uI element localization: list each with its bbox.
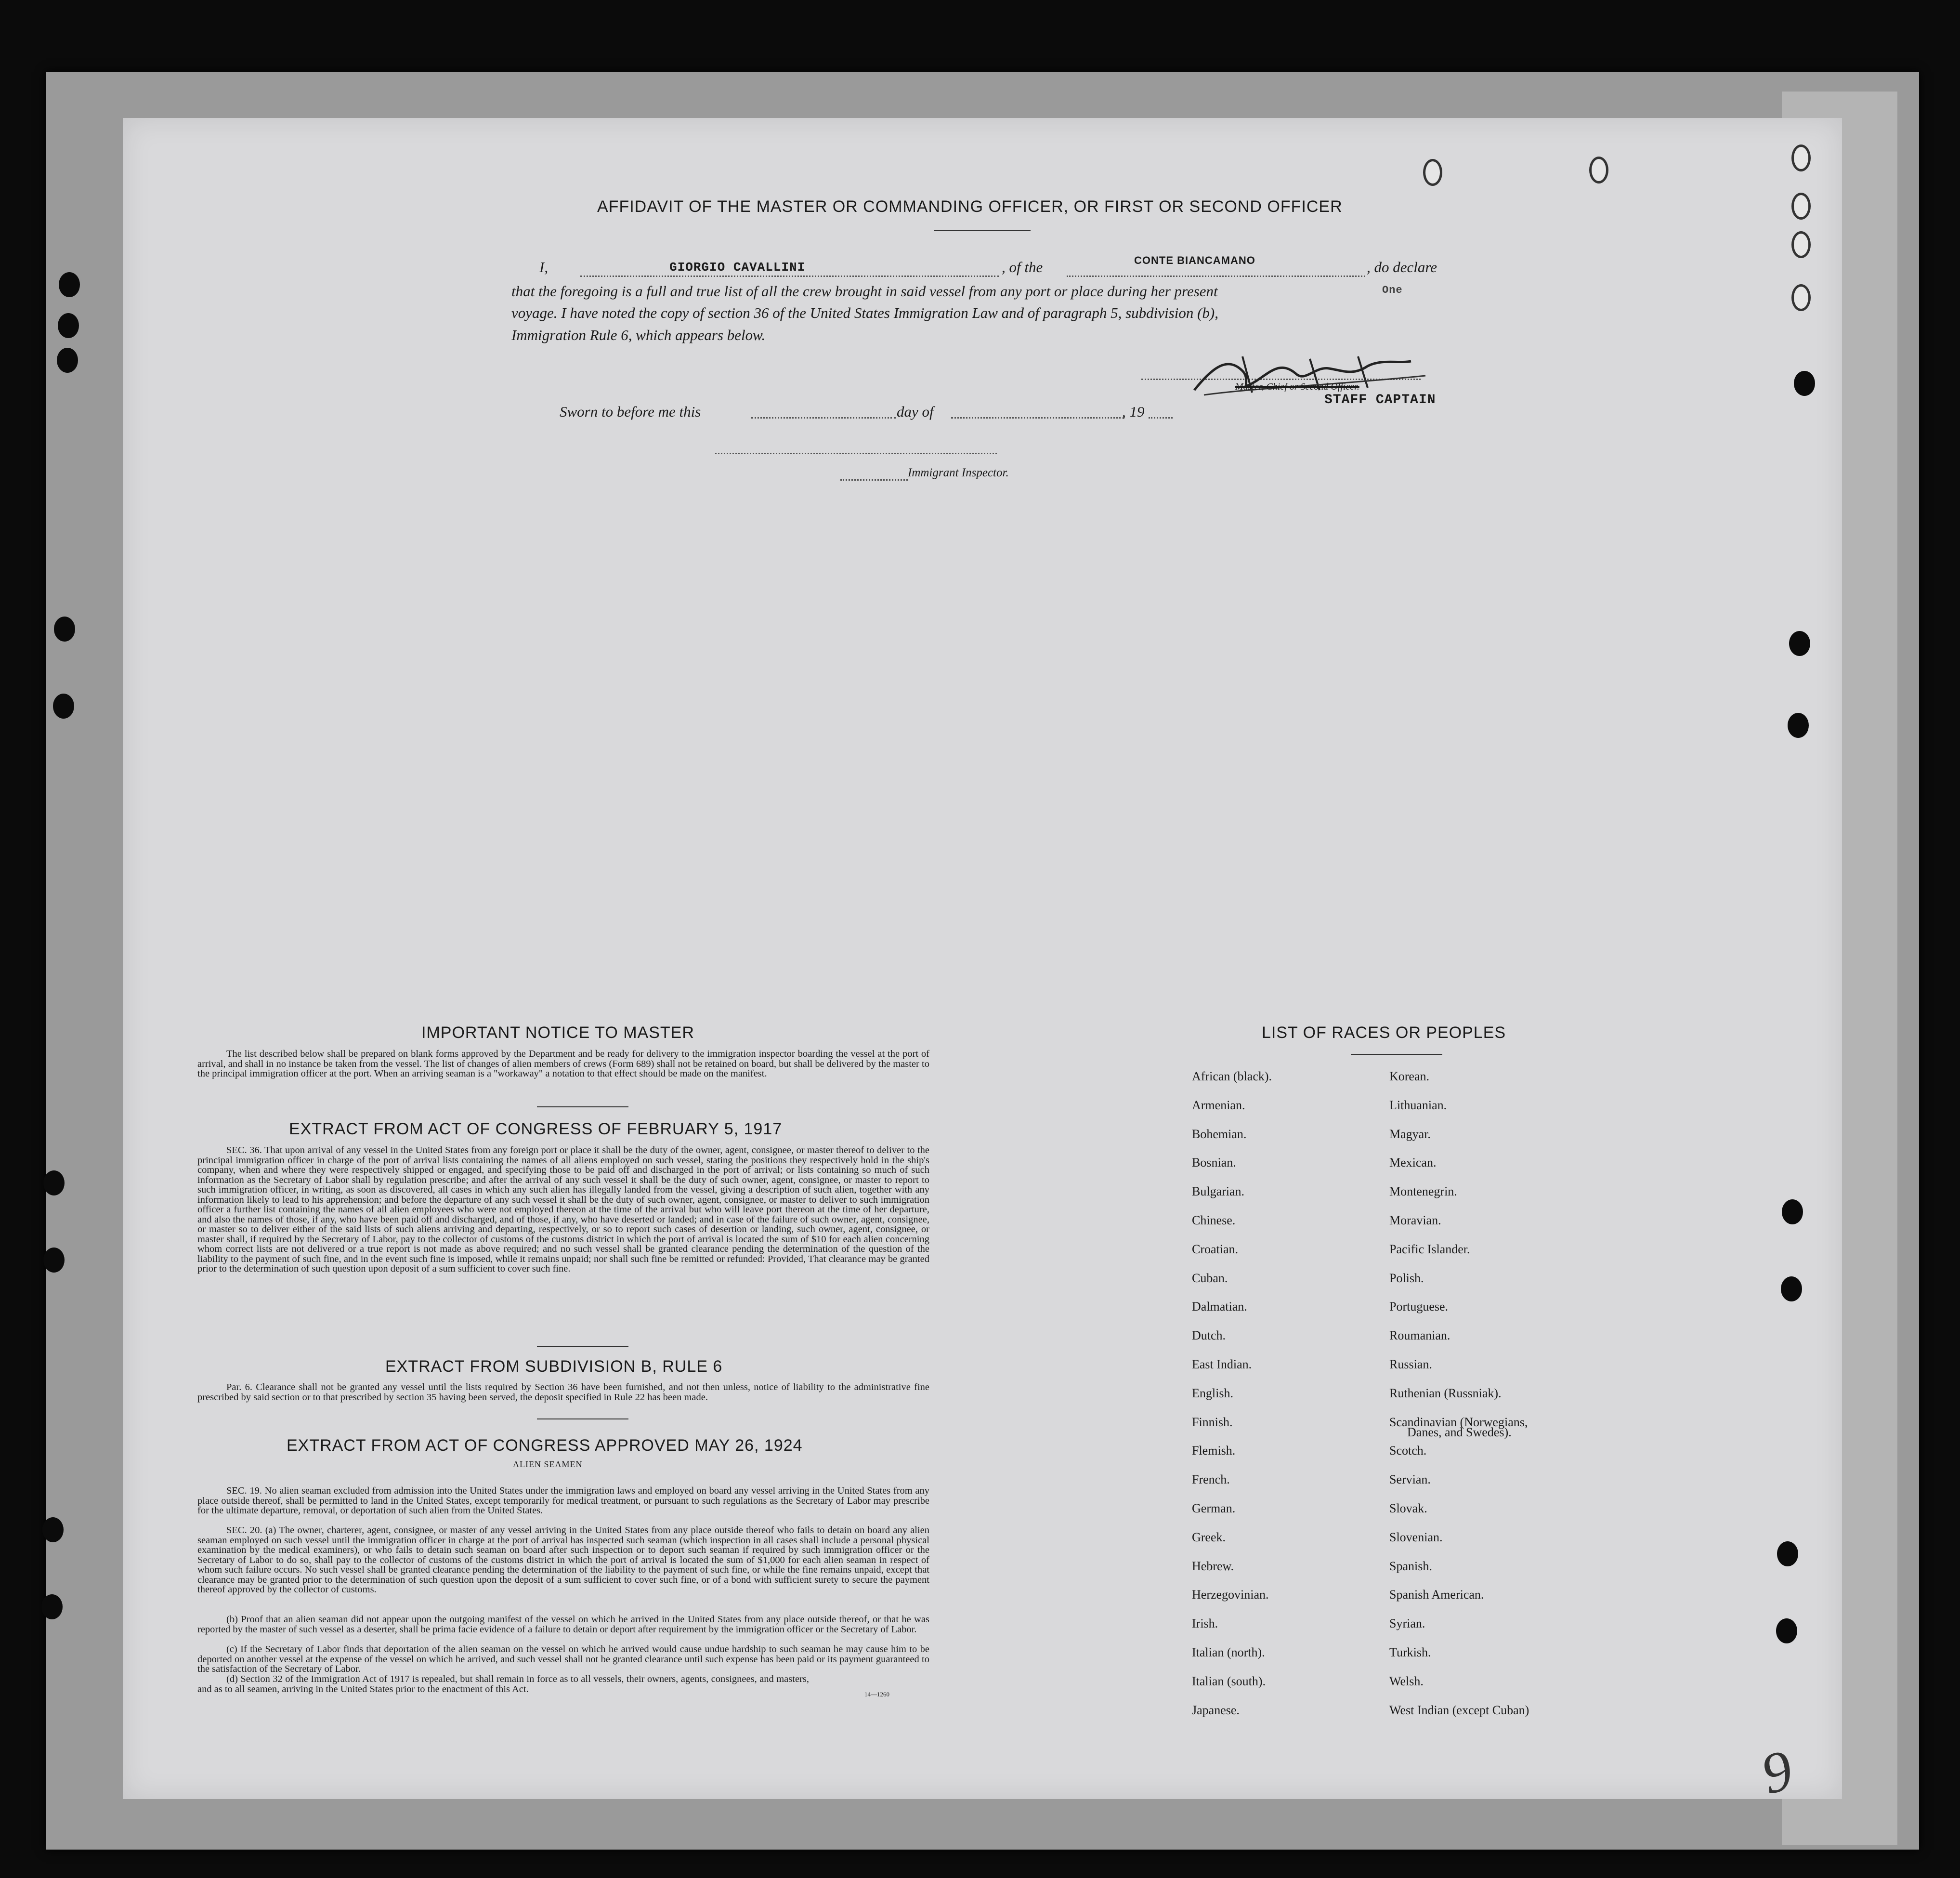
punch-hole: [1791, 193, 1811, 220]
punch-hole: [58, 313, 79, 338]
punch-hole: [43, 1248, 65, 1273]
act1924-heading: EXTRACT FROM ACT OF CONGRESS APPROVED MAY 26, 1924: [287, 1436, 803, 1455]
race-item: Cuban.: [1192, 1271, 1228, 1285]
rule6-heading: EXTRACT FROM SUBDIVISION B, RULE 6: [385, 1357, 723, 1376]
race-item: East Indian.: [1192, 1357, 1252, 1371]
race-item: Roumanian.: [1389, 1328, 1450, 1343]
race-item: Ruthenian (Russniak).: [1389, 1386, 1502, 1400]
sworn-month-line: [951, 417, 1124, 419]
rule6-text: Par. 6. Clearance shall not be granted any vessel until the lists required by Section 36 have been furnished, and not then unless, notice of liability to the administrative fine prescribed by said section or to that prescribed by section 35 having been served, the deposit specified in Rule 22 has been made.: [197, 1382, 929, 1403]
race-item: Lithuanian.: [1389, 1098, 1447, 1112]
race-item: French.: [1192, 1472, 1230, 1487]
race-item: Scandinavian (Norwegians,: [1389, 1415, 1528, 1429]
race-item: Bulgarian.: [1192, 1184, 1245, 1199]
divider: [537, 1346, 628, 1347]
race-item: Italian (south).: [1192, 1674, 1266, 1688]
punch-hole: [1776, 1618, 1797, 1643]
race-item: Dutch.: [1192, 1328, 1226, 1343]
affidavit-heading: AFFIDAVIT OF THE MASTER OR COMMANDING OFFICER, OR FIRST OR SECOND OFFICER: [597, 197, 1343, 216]
race-item: Pacific Islander.: [1389, 1242, 1470, 1256]
divider: [537, 1418, 628, 1419]
affidavit-line3: voyage. I have noted the copy of section 36 of the United States Immigration Law and of paragraph 5, subdivision (b),: [511, 304, 1218, 321]
race-item: Turkish.: [1389, 1645, 1431, 1659]
punch-hole: [1423, 159, 1442, 186]
race-item: Korean.: [1389, 1069, 1430, 1083]
race-item: Slovenian.: [1389, 1530, 1443, 1544]
inspector-signature-line: [715, 453, 997, 454]
punch-hole: [1788, 713, 1809, 738]
punch-hole: [1791, 284, 1811, 311]
act1924-sec20a: SEC. 20. (a) The owner, charterer, agent, consignee, or master of any vessel arriving in the United States from any place outside thereof who fails to detain on board any alien seaman employed on such vessel until the immigration officer in charge at the port of arrival has inspected such seaman (which inspection in all cases shall include a personal physical examination by the medical examiners), or who fails to detain such seaman on board after such inspection or to deport such seaman if required by such immigration officer or the Secretary of Labor to do so, shall pay to the collector of customs of the customs district in which the port of arrival is located the sum of $1,000 for each alien seaman in respect of whom such failure occurs. No such vessel shall be granted clearance pending the determination of the liability to the payment of such fine, or while the fine remains unpaid, except that clearance may be granted prior to the determination of such question upon the deposit of a sum sufficient to cover such fine, or of a bond with sufficient surety to secure the payment thereof approved by the collector of customs.: [197, 1525, 929, 1595]
punch-hole: [1794, 371, 1815, 396]
notice-text: The list described below shall be prepared on blank forms approved by the Department and be ready for delivery to the immigration inspector boarding the vessel at the port of arrival, and shall in no instance be taken from the vessel. The list of changes of alien members of crews (Form 689) shall not be retained on board, but shall be delivered by the master to the principal immigration officer at the port. When an arriving seaman is a "workaway" a notation to that effect should be made on the manifest.: [197, 1049, 929, 1079]
divider: [934, 230, 1031, 231]
race-item: Russian.: [1389, 1357, 1432, 1371]
punch-hole: [59, 272, 80, 297]
affidavit-do-declare: , do declare: [1367, 259, 1437, 276]
inspector-caption-line: [840, 479, 908, 481]
notice-heading: IMPORTANT NOTICE TO MASTER: [421, 1024, 694, 1042]
race-item: Japanese.: [1192, 1703, 1240, 1717]
punch-hole: [42, 1517, 64, 1542]
races-heading: LIST OF RACES OR PEOPLES: [1262, 1024, 1506, 1042]
affidavit-line2: that the foregoing is a full and true list of all the crew brought in said vessel from any port or place during her present: [511, 283, 1218, 300]
affidavit-line4: Immigration Rule 6, which appears below.: [511, 327, 766, 343]
act1917-heading: EXTRACT FROM ACT OF CONGRESS OF FEBRUARY 5, 1917: [289, 1120, 783, 1138]
inspector-caption: Immigrant Inspector.: [908, 466, 1009, 479]
race-item: Finnish.: [1192, 1415, 1233, 1429]
divider: [1351, 1054, 1442, 1055]
punch-hole: [1791, 144, 1811, 171]
sworn-year-line: [1149, 417, 1173, 419]
race-item: Syrian.: [1389, 1616, 1425, 1631]
punch-hole: [1781, 1276, 1802, 1301]
race-item: Bohemian.: [1192, 1127, 1247, 1141]
affidavit-of-the: , of the: [1002, 259, 1043, 276]
act1924-subheading: ALIEN SEAMEN: [513, 1459, 583, 1469]
affidavit-i: I,: [539, 259, 549, 276]
year-prefix: , 19: [1122, 403, 1145, 420]
divider: [537, 1106, 628, 1107]
race-item: Hebrew.: [1192, 1559, 1234, 1573]
punch-hole: [1777, 1541, 1798, 1566]
day-of: day of: [897, 403, 934, 420]
race-item: Irish.: [1192, 1616, 1218, 1631]
officer-name: GIORGIO CAVALLINI: [669, 260, 806, 275]
punch-hole: [54, 617, 75, 642]
punch-hole: [1589, 157, 1608, 184]
race-item: Servian.: [1389, 1472, 1431, 1487]
race-item: Montenegrin.: [1389, 1184, 1457, 1199]
race-item: African (black).: [1192, 1069, 1272, 1083]
race-item: Scotch.: [1389, 1444, 1427, 1458]
race-item-continuation: Danes, and Swedes).: [1407, 1425, 1512, 1439]
act1924-sec20d: (d) Section 32 of the Immigration Act of 1917 is repealed, but shall remain in force as to all vessels, their owners, agents, consignees, and masters, and as to all seamen, arriving in the United States prior to the enactment of this Act.: [197, 1674, 809, 1694]
form-number: 14—1260: [864, 1691, 889, 1698]
punch-hole: [1791, 231, 1811, 258]
vessel-name: CONTE BIANCAMANO: [1134, 254, 1255, 266]
race-item: Flemish.: [1192, 1444, 1236, 1458]
punch-hole: [53, 694, 74, 719]
race-item: Croatian.: [1192, 1242, 1239, 1256]
punch-hole: [57, 348, 78, 373]
race-item: Armenian.: [1192, 1098, 1245, 1112]
act1924-sec20b: (b) Proof that an alien seaman did not appear upon the outgoing manifest of the vessel on which he arrived in the United States from any place outside thereof, or that he was reported by the master of such vessel as a deserter, shall be prima facie evidence of a failure to detain or deport after requirement by the immigration officer or the Secretary of Labor.: [197, 1614, 929, 1635]
race-item: Mexican.: [1389, 1156, 1437, 1170]
race-item: Bosnian.: [1192, 1156, 1236, 1170]
act1924-sec19: SEC. 19. No alien seaman excluded from admission into the United States under the immigration laws and employed on board any vessel arriving in the United States from any place outside thereof, shall be permitted to land in the United States, except temporarily for medical treatment, or pursuant to such regulations as the Secretary of Labor may prescribe for the ultimate departure, removal, or deportation of such alien from the United States.: [197, 1485, 929, 1516]
race-item: Slovak.: [1389, 1501, 1427, 1515]
race-item: English.: [1192, 1386, 1233, 1400]
race-item: German.: [1192, 1501, 1236, 1515]
race-item: Spanish.: [1389, 1559, 1432, 1573]
race-item: Chinese.: [1192, 1213, 1236, 1227]
race-item: Polish.: [1389, 1271, 1424, 1285]
race-item: Italian (north).: [1192, 1645, 1265, 1659]
race-item: Welsh.: [1389, 1674, 1424, 1688]
race-item: Moravian.: [1389, 1213, 1441, 1227]
signature-caption-struck: Master, Chief or Second Officer.: [1235, 381, 1359, 392]
punch-hole: [1782, 1199, 1803, 1224]
act1917-text: SEC. 36. That upon arrival of any vessel in the United States from any foreign port or place it shall be the duty of the owner, agent, consignee, or master thereof to deliver to the principal immigration officer in charge of the port of arrival lists containing the names of all aliens employed on such vessel, stating the positions they respectively hold in the ship's company, when and where they were respectively shipped or engaged, and specifying those to be paid off and discharged in the port of arrival; or lists containing so much of such information as the Secretary of Labor shall by regulation prescribe; and after the arrival of any such vessel it shall be the duty of such owner, agent, consignee, or master to report to such immigration officer, in writing, as soon as discovered, all cases in which any such alien has illegally landed from the vessel, giving a description of such alien, together with any information likely to lead to his apprehension; and before the departure of any such vessel it shall be the duty of such owner, agent, consignee, or master to deliver to such immigration officer a further list containing the names of all alien employees who were not employed thereon at the time of the arrival but who will leave port thereon at the time of her departure, and also the names of those, if any, who have been paid off and discharged, and of those, if any, who have deserted or landed; and in case of the failure of such owner, agent, consignee, or master so to deliver either of the said lists of such aliens arriving and departing, respectively, or so to report such cases of desertion or landing, such owner, agent, consignee, or master shall, if required by the Secretary of Labor, pay to the collector of customs of the customs district in which the port of arrival is located the sum of $10 for each alien concerning whom correct lists are not delivered or a true report is not made as above required; and no such vessel shall be granted clearance pending the determination of the question of the liability to the payment of such fine, and in the event such fine is imposed, while it remains unpaid; nor shall such fine be remitted or refunded: Provided, That clearance may be granted prior to the determination of such question upon deposit of a sum sufficient to cover such fine.: [197, 1145, 929, 1274]
overwrite-mark: One: [1382, 284, 1403, 296]
race-item: Herzegovinian.: [1192, 1588, 1269, 1602]
margin-handwritten-note: 9: [1754, 1737, 1800, 1807]
race-item: Greek.: [1192, 1530, 1226, 1544]
sworn-text: Sworn to before me this: [560, 403, 701, 420]
officer-title: STAFF CAPTAIN: [1324, 393, 1436, 407]
act1924-sec20c: (c) If the Secretary of Labor finds that deportation of the alien seaman on the vessel on which he arrived would cause undue hardship to such seaman he may cause him to be deported on another vessel at the expense of the vessel on which he arrived, and such vessel shall not be granted clearance until such expense has been paid or its payment guaranteed to the satisfaction of the Secretary of Labor.: [197, 1644, 929, 1674]
race-item: Magyar.: [1389, 1127, 1431, 1141]
officer-name-line: [580, 276, 999, 277]
punch-hole: [1789, 631, 1810, 656]
vessel-name-line: [1067, 276, 1365, 277]
race-item: Spanish American.: [1389, 1588, 1484, 1602]
race-item: Portuguese.: [1389, 1300, 1449, 1314]
race-item: West Indian (except Cuban): [1389, 1703, 1529, 1717]
race-item: Dalmatian.: [1192, 1300, 1247, 1314]
punch-hole: [43, 1170, 65, 1195]
punch-hole: [41, 1594, 63, 1619]
sworn-day-line: [751, 417, 896, 419]
